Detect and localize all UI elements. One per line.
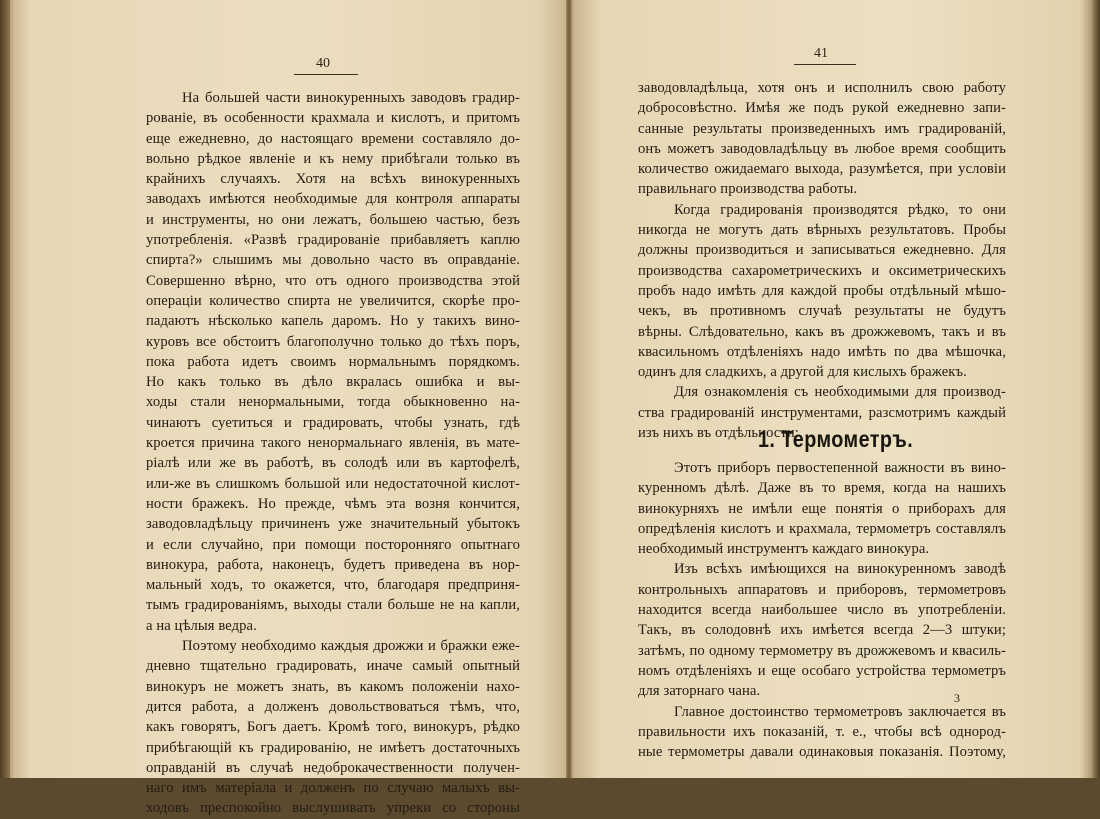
text-line: операціи количество спирта не увеличится, скорѣе про- bbox=[146, 292, 520, 309]
text-line: количество ожидаемаго выхода, разумѣется, при условіи bbox=[638, 161, 1006, 178]
text-line: а на цѣлыя ведра. bbox=[146, 617, 257, 634]
text-line: опредѣленія кислотъ и крахмала, термометръ составлялъ bbox=[638, 520, 1006, 537]
text-line: дневно тщательно градировать, иначе самый опытный bbox=[146, 658, 520, 675]
page-number-rule bbox=[794, 64, 856, 65]
text-line: кроется причина такого ненормальнаго явленія, въ мате- bbox=[146, 435, 520, 452]
text-line: ходы стали ненормальными, тогда обыкновенно на- bbox=[146, 394, 520, 411]
text-line: употребленія. «Развѣ градированіе прибавляетъ каплю bbox=[146, 232, 520, 249]
text-line: винокурняхъ не имѣли еще понятія о приборахъ для bbox=[638, 500, 1006, 517]
text-line: ные термометры давали одинаковыя показанія. Поэтому, bbox=[638, 744, 1006, 761]
text-line: одинъ для сладкихъ, а другой для кислыхъ бражекъ. bbox=[638, 364, 967, 381]
text-line: и инструменты, но они лежатъ, большею частью, безъ bbox=[146, 211, 520, 228]
text-line: какъ говорятъ, Богъ даетъ. Кромѣ того, винокуръ, рѣдко bbox=[146, 719, 520, 736]
text-line: санные результаты произведенныхъ имъ градированій, bbox=[638, 120, 1006, 137]
text-line: чинаютъ суетиться и градировать, чтобы узнать, гдѣ bbox=[146, 414, 520, 431]
text-line: падаютъ нѣсколько капель даромъ. Но у такихъ вино- bbox=[146, 313, 520, 330]
text-line: никогда не могутъ дать вѣрныхъ результатовъ. Пробы bbox=[638, 222, 1006, 239]
page-number: 40 bbox=[316, 56, 330, 71]
text-line: для заторнаго чана. bbox=[638, 683, 761, 700]
text-line: Для ознакомленія съ необходимыми для производ- bbox=[674, 384, 1006, 401]
text-line: добросовѣстно. Имѣя же подъ рукой ежедневно запи- bbox=[638, 100, 1006, 117]
text-line: заводовладѣльцу причиненъ уже значительный убытокъ bbox=[146, 516, 520, 533]
text-line: ріалѣ или же въ работѣ, въ солодѣ или въ картофелѣ, bbox=[146, 455, 520, 472]
text-line: правильности ихъ показаній, т. е., чтобы всѣ однород- bbox=[638, 723, 1006, 740]
text-line: ходовъ преспокойно выслушивать упреки со стороны bbox=[146, 800, 520, 817]
text-line: пробъ надо имѣть для каждой пробы отдѣльный мѣшо- bbox=[638, 282, 1006, 299]
text-line: правильнаго производства работы. bbox=[638, 181, 858, 198]
text-line: должны производиться и записываться ежедневно. Для bbox=[638, 242, 1006, 259]
text-line: квасильномъ отдѣленіяхъ надо имѣть по два мѣшочка, bbox=[638, 343, 1006, 360]
text-line: затѣмъ, по одному термометру въ дрожжевомъ и квасиль- bbox=[638, 642, 1006, 659]
text-line: Изъ всѣхъ имѣющихся на винокуренномъ заводѣ bbox=[674, 561, 1006, 578]
text-line: куровъ все обстоитъ благополучно только до тѣхъ поръ, bbox=[146, 333, 520, 350]
text-line: заводахъ имѣются необходимые для контроля аппараты bbox=[146, 191, 520, 208]
text-line: винокура, работа, наконецъ, будетъ приведена въ нор- bbox=[146, 556, 520, 573]
text-line: необходимый инструментъ каждаго винокура. bbox=[638, 541, 930, 558]
text-line: или-же въ слишкомъ большой или недостаточной кислот- bbox=[146, 475, 520, 492]
text-line: Этотъ приборъ первостепенной важности въ вино- bbox=[674, 460, 1006, 476]
text-line: и если случайно, при помощи посторонняго опытнаго bbox=[146, 536, 520, 553]
text-line: наго имъ матеріала и долженъ по случаю малыхъ вы- bbox=[146, 780, 520, 797]
text-line: Поэтому необходимо каждыя дрожжи и бражки еже- bbox=[182, 638, 520, 655]
page-number: 41 bbox=[814, 46, 828, 61]
text-line: контрольныхъ аппаратовъ и приборовъ, термометровъ bbox=[638, 581, 1006, 598]
text-line: рованіе, въ особенности крахмала и кислотъ, и притомъ bbox=[146, 110, 520, 127]
signature-mark: 3 bbox=[954, 691, 960, 705]
book-edge-right bbox=[1092, 0, 1100, 778]
text-line: заводовладѣльца, хотя онъ и исполнилъ свою работу bbox=[638, 80, 1006, 96]
text-line: ности бражекъ. Но прежде, чѣмъ эта возня кончится, bbox=[146, 495, 520, 512]
text-line: мальный ходъ, то окажется, что, благодаря предприня- bbox=[146, 577, 520, 594]
section-heading: 1. Термометръ. bbox=[758, 426, 914, 452]
text-line: оправданій въ случаѣ недоброкачественности получен- bbox=[146, 759, 520, 776]
text-line: вѣрны. Слѣдовательно, какъ въ дрожжевомъ, такъ и въ bbox=[638, 323, 1006, 340]
text-line: изъ нихъ въ отдѣльности: bbox=[638, 425, 799, 442]
text-line: онъ можетъ заводовладѣльцу въ любое время сообщить bbox=[638, 140, 1006, 157]
text-line: спирта?» слышимъ мы довольно часто въ оправданіе. bbox=[146, 252, 520, 269]
text-line: пока работа идетъ своимъ нормальнымъ порядкомъ. bbox=[146, 353, 520, 370]
text-line: ства градированій инструментами, разсмотримъ каждый bbox=[638, 404, 1006, 421]
text-line: чекъ, въ противномъ случаѣ результаты не будутъ bbox=[638, 303, 1006, 320]
text-line: Совершенно вѣрно, что отъ одного производства этой bbox=[146, 272, 520, 289]
text-line: еще ежедневно, до настоящаго времени составляло до- bbox=[146, 130, 520, 147]
text-line: На большей части винокуренныхъ заводовъ градир- bbox=[182, 90, 520, 106]
right-page-text-top bbox=[638, 78, 1006, 443]
text-line: крайнихъ случаяхъ. Хотя на всѣхъ винокуренныхъ bbox=[146, 171, 520, 188]
text-line: производства сахарометрическихъ и оксиметрическихъ bbox=[638, 262, 1006, 279]
text-line: Такъ, въ солодовнѣ ихъ имѣется всегда 2—3 штуки; bbox=[638, 622, 1006, 639]
text-line: винокуръ не можетъ знать, въ какомъ положеніи нахо- bbox=[146, 678, 520, 695]
right-page bbox=[572, 0, 1100, 778]
page-number-rule bbox=[294, 74, 358, 75]
left-page-text bbox=[146, 88, 520, 819]
right-page-text-bottom bbox=[638, 458, 1006, 762]
text-line: находится всегда наибольшее число въ употребленіи. bbox=[638, 602, 1006, 619]
text-line: куренномъ дѣлѣ. Даже въ то время, когда на нашихъ bbox=[638, 480, 1006, 497]
text-line: прибѣгающій къ градированію, не имѣетъ достаточныхъ bbox=[146, 739, 520, 756]
text-line: Но какъ только въ дѣло вкралась ошибка и вы- bbox=[146, 374, 520, 391]
text-line: вольно рѣдкое явленіе и къ нему прибѣгали только въ bbox=[146, 150, 520, 167]
text-line: тымъ градированіямъ, выходы стали больше не на капли, bbox=[146, 597, 520, 614]
text-line: Когда градированія производятся рѣдко, то они bbox=[674, 201, 1006, 218]
text-line: Главное достоинство термометровъ заключается въ bbox=[674, 703, 1006, 720]
text-line: дится работа, а долженъ довольствоваться тѣмъ, что, bbox=[146, 698, 520, 715]
text-line: номъ отдѣленіяхъ и еще особаго устройства термометръ bbox=[638, 662, 1006, 679]
